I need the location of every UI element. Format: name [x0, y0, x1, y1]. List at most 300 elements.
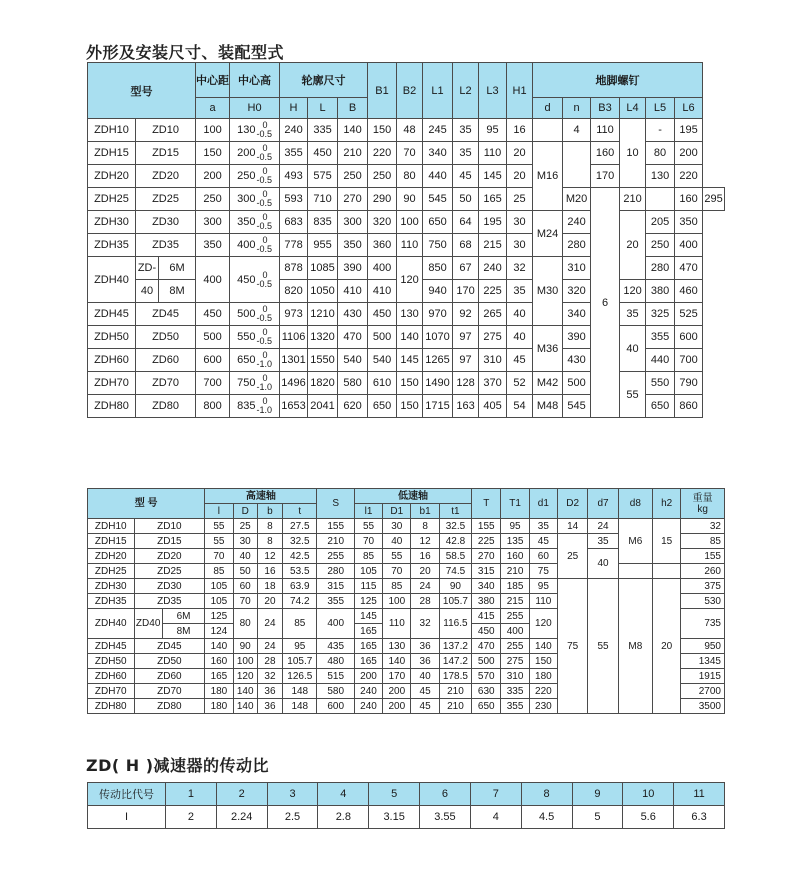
cell-t: 42.5: [283, 549, 317, 564]
tolerance-upper: 0: [262, 166, 268, 176]
header-l1: l1: [354, 504, 382, 519]
table-row: [88, 579, 725, 594]
tolerance-lower: -0.5: [256, 175, 272, 185]
cell-b: 36: [257, 699, 282, 714]
cell-b1: 16: [411, 549, 439, 564]
cell-T1: 135: [501, 534, 529, 549]
cell-b: 24: [257, 609, 282, 639]
cell-l: 165: [205, 669, 233, 684]
cell-T1: 255: [501, 609, 529, 624]
cell-weight: 3500: [681, 699, 725, 714]
cell-L1: 1070: [423, 326, 453, 349]
cell-H1: 20: [507, 165, 533, 188]
cell-L3: 275: [479, 326, 507, 349]
header-L1: L1: [423, 63, 453, 119]
cell-d: M20: [563, 188, 591, 211]
cell-S: 435: [317, 639, 354, 654]
cell-l1: 55: [354, 519, 382, 534]
model-zdh: ZDH45: [88, 303, 136, 326]
tolerance-lower: -1.0: [256, 405, 272, 415]
cell-weight: 530: [681, 594, 725, 609]
cell-b: 8: [257, 534, 282, 549]
center-distance: 600: [196, 349, 230, 372]
model-zd: ZD10: [136, 119, 196, 142]
model-zd-prefix: ZD-: [136, 257, 159, 280]
cell-B: 580: [338, 372, 368, 395]
cell-H: 1496: [280, 372, 308, 395]
header-H: H: [280, 98, 308, 119]
cell-B: 540: [338, 349, 368, 372]
cell-B2: 150: [397, 372, 423, 395]
tolerance-upper: 0: [262, 396, 268, 406]
cell-B1: 500: [368, 326, 397, 349]
cell-L1: 440: [423, 165, 453, 188]
cell-D: 40: [233, 549, 257, 564]
cell-d1: 35: [529, 519, 557, 534]
cell-B: 620: [338, 395, 368, 418]
h0-value: 835: [237, 399, 256, 412]
cell-L5: 550: [646, 372, 675, 395]
cell-B2: 48: [397, 119, 423, 142]
shaft-table: [87, 488, 725, 714]
cell-b1: 45: [411, 699, 439, 714]
cell-T1: 355: [501, 699, 529, 714]
cell-L2: 50: [453, 188, 479, 211]
cell-d1: 150: [529, 654, 557, 669]
cell-d7: 35: [588, 534, 618, 549]
header-n: n: [563, 98, 591, 119]
cell-T: 500: [472, 654, 501, 669]
cell-B2: 90: [397, 188, 423, 211]
cell-d1: 45: [529, 534, 557, 549]
cell-L2: 35: [453, 142, 479, 165]
cell-L1: 750: [423, 234, 453, 257]
tolerance-lower: -0.5: [256, 152, 272, 162]
model-zd: ZD80: [136, 395, 196, 418]
cell-L6: 525: [675, 303, 703, 326]
cell-d1: 75: [529, 564, 557, 579]
cell-L6: 860: [675, 395, 703, 418]
cell-l1: 165: [354, 624, 382, 639]
cell-D1: 140: [383, 654, 411, 669]
cell-n: 6: [591, 188, 620, 418]
cell-b: 12: [257, 549, 282, 564]
cell-L: 450: [308, 142, 338, 165]
cell-d1: 180: [529, 669, 557, 684]
cell-l: 180: [205, 699, 233, 714]
cell-B: 140: [338, 119, 368, 142]
cell-T1: 255: [501, 639, 529, 654]
center-distance: 800: [196, 395, 230, 418]
center-distance: 700: [196, 372, 230, 395]
cell-B: 410: [338, 280, 368, 303]
table-row: [88, 211, 725, 234]
tolerance: [256, 121, 272, 139]
cell-B3: 310: [563, 257, 591, 280]
cell-B3: 430: [563, 349, 591, 372]
cell-L: 575: [308, 165, 338, 188]
cell-L2: 163: [453, 395, 479, 418]
model-zd: ZD35: [134, 594, 205, 609]
cell-T: 340: [472, 579, 501, 594]
center-distance: 200: [196, 165, 230, 188]
model-zdh: ZDH10: [88, 519, 135, 534]
h0-cell: [230, 142, 280, 165]
cell-l: 105: [205, 594, 233, 609]
cell-l: 55: [205, 534, 233, 549]
tolerance-lower: -0.5: [256, 221, 272, 231]
h0-value: 750: [237, 376, 256, 389]
model-zd: ZD60: [134, 669, 205, 684]
cell-t1: 178.5: [439, 669, 471, 684]
cell-B2: 70: [397, 142, 423, 165]
cell-b: 36: [257, 684, 282, 699]
cell-L2: 35: [453, 119, 479, 142]
model-zd: ZD80: [134, 699, 205, 714]
cell-weight: 32: [681, 519, 725, 534]
cell-weight: 375: [681, 579, 725, 594]
cell-l: 85: [205, 564, 233, 579]
model-zd: ZD50: [134, 654, 205, 669]
model-zdh: ZDH50: [88, 326, 136, 349]
cell-h2: 15: [653, 519, 681, 564]
header-L3: L3: [479, 63, 507, 119]
ratio-value: 6.3: [674, 806, 725, 829]
model-zdh: ZDH15: [88, 142, 136, 165]
cell-B2: 110: [397, 234, 423, 257]
header-L2: L2: [453, 63, 479, 119]
header-low-speed-shaft: 低速轴: [354, 489, 471, 504]
cell-B2: 150: [397, 395, 423, 418]
model-zdh: ZDH20: [88, 165, 136, 188]
header-bolt: 地脚螺钉: [533, 63, 703, 98]
cell-t: 53.5: [283, 564, 317, 579]
cell-D1: 200: [383, 699, 411, 714]
cell-L4-empty: [646, 188, 675, 211]
cell-L: 1050: [308, 280, 338, 303]
header-l: l: [205, 504, 233, 519]
cell-L: 835: [308, 211, 338, 234]
model-zdh: ZDH15: [88, 534, 135, 549]
ratio-value: 2: [166, 806, 217, 829]
tolerance-upper: 0: [262, 373, 268, 383]
cell-l: 105: [205, 579, 233, 594]
cell-B: 250: [338, 165, 368, 188]
tolerance-upper: 0: [262, 327, 268, 337]
cell-B3: 320: [563, 280, 591, 303]
center-distance: 150: [196, 142, 230, 165]
dimensions-table: [87, 62, 725, 418]
header-L4: L4: [620, 98, 646, 119]
header-L6: L6: [675, 98, 703, 119]
cell-d1: 220: [529, 684, 557, 699]
h0-value: 200: [237, 146, 256, 159]
cell-B1: 450: [368, 303, 397, 326]
cell-B: 350: [338, 234, 368, 257]
cell-L1: 650: [423, 211, 453, 234]
cell-L6: 460: [675, 280, 703, 303]
header-T: T: [472, 489, 501, 519]
header-D2: D2: [558, 489, 588, 519]
cell-S: 580: [317, 684, 354, 699]
cell-B3: 280: [563, 234, 591, 257]
cell-l1: 240: [354, 699, 382, 714]
tolerance: [256, 374, 272, 392]
header-S: S: [317, 489, 354, 519]
model-zdh: ZDH25: [88, 564, 135, 579]
tolerance-lower: -0.5: [256, 336, 272, 346]
h0-value: 500: [237, 307, 256, 320]
cell-b: 18: [257, 579, 282, 594]
model-zd-suffix: 40: [136, 280, 159, 303]
cell-L2: 170: [453, 280, 479, 303]
cell-L: 335: [308, 119, 338, 142]
cell-B3: 500: [563, 372, 591, 395]
cell-B3: 545: [563, 395, 591, 418]
cell-d8: M6: [618, 519, 652, 564]
cell-n: 4: [563, 119, 591, 142]
tolerance-upper: 0: [262, 143, 268, 153]
model-zd: ZD25: [134, 564, 205, 579]
cell-t1: 74.5: [439, 564, 471, 579]
cell-L3: 265: [479, 303, 507, 326]
table-row: [88, 372, 725, 395]
cell-h2: 20: [653, 579, 681, 714]
model-zdh: ZDH70: [88, 372, 136, 395]
cell-H1: 30: [507, 211, 533, 234]
center-distance: 450: [196, 303, 230, 326]
cell-T1: 400: [501, 624, 529, 639]
table-row: [88, 564, 725, 579]
cell-L3: 215: [479, 234, 507, 257]
cell-L: 1320: [308, 326, 338, 349]
tolerance-upper: 0: [262, 304, 268, 314]
cell-B: 430: [338, 303, 368, 326]
ratio-code: 11: [674, 783, 725, 806]
tolerance: [256, 167, 272, 185]
cell-l1: 85: [354, 549, 382, 564]
cell-D: 50: [233, 564, 257, 579]
cell-l: 180: [205, 684, 233, 699]
cell-L2: 45: [453, 165, 479, 188]
cell-L3: 405: [479, 395, 507, 418]
cell-b: 32: [257, 669, 282, 684]
cell-D: 90: [233, 639, 257, 654]
cell-L3: 95: [479, 119, 507, 142]
cell-L3: 225: [479, 280, 507, 303]
cell-D1: 70: [383, 564, 411, 579]
header-center-height: 中心高: [230, 63, 280, 98]
cell-b1: 32: [411, 609, 439, 639]
cell-T1: 160: [501, 549, 529, 564]
cell-d-empty: [533, 119, 563, 142]
h0-cell: [230, 349, 280, 372]
cell-D1: 40: [383, 534, 411, 549]
cell-t: 32.5: [283, 534, 317, 549]
cell-L: 1210: [308, 303, 338, 326]
cell-t1: 58.5: [439, 549, 471, 564]
h0-cell: [230, 188, 280, 211]
cell-L1: 245: [423, 119, 453, 142]
ratio-code-label: 传动比代号: [88, 783, 166, 806]
h0-cell: [230, 372, 280, 395]
cell-L5: 160: [675, 188, 703, 211]
cell-L1: 970: [423, 303, 453, 326]
cell-L3: 110: [479, 142, 507, 165]
cell-d1: 230: [529, 699, 557, 714]
cell-L: 1550: [308, 349, 338, 372]
cell-t1: 90: [439, 579, 471, 594]
table-row: [88, 326, 725, 349]
cell-T: 225: [472, 534, 501, 549]
cell-T: 450: [472, 624, 501, 639]
cell-T1: 215: [501, 594, 529, 609]
cell-H: 493: [280, 165, 308, 188]
cell-H1: 35: [507, 280, 533, 303]
cell-weight: 260: [681, 564, 725, 579]
model-zdh: ZDH10: [88, 119, 136, 142]
cell-L6: 220: [675, 165, 703, 188]
cell-b: 8: [257, 519, 282, 534]
cell-T1: 310: [501, 669, 529, 684]
model-zdh: ZDH80: [88, 699, 135, 714]
h0-value: 650: [237, 353, 256, 366]
center-distance: 300: [196, 211, 230, 234]
cell-L4: 55: [620, 372, 646, 418]
cell-d1: 110: [529, 594, 557, 609]
tolerance-lower: -0.5: [256, 313, 272, 323]
model-zd: ZD10: [134, 519, 205, 534]
cell-B3: 340: [563, 303, 591, 326]
cell-L6: 600: [675, 326, 703, 349]
center-distance: 500: [196, 326, 230, 349]
cell-l1: 115: [354, 579, 382, 594]
cell-H1: 40: [507, 326, 533, 349]
header-outline: 轮廓尺寸: [280, 63, 368, 98]
cell-d1: 95: [529, 579, 557, 594]
tolerance-lower: -0.5: [256, 198, 272, 208]
variant-8m: 8M: [162, 624, 204, 639]
model-zdh: ZDH80: [88, 395, 136, 418]
header-B2: B2: [397, 63, 423, 119]
cell-weight: 1915: [681, 669, 725, 684]
cell-d7: 24: [588, 519, 618, 534]
cell-H1: 20: [507, 142, 533, 165]
model-zdh: ZDH30: [88, 211, 136, 234]
cell-H1: 16: [507, 119, 533, 142]
cell-D1: 170: [383, 669, 411, 684]
cell-H: 683: [280, 211, 308, 234]
cell-D: 80: [233, 609, 257, 639]
header-d: d: [533, 98, 563, 119]
variant-6m: 6M: [159, 257, 196, 280]
header-B: B: [338, 98, 368, 119]
cell-d: M16: [533, 142, 563, 211]
header-d8: d8: [618, 489, 652, 519]
table-row: [88, 303, 725, 326]
tolerance-upper: 0: [262, 235, 268, 245]
cell-L2: 97: [453, 326, 479, 349]
cell-t1: 32.5: [439, 519, 471, 534]
model-zdh: ZDH25: [88, 188, 136, 211]
cell-T: 470: [472, 639, 501, 654]
model-zd: ZD15: [136, 142, 196, 165]
cell-t: 63.9: [283, 579, 317, 594]
tolerance-upper: 0: [262, 189, 268, 199]
cell-B3: 110: [591, 119, 620, 142]
cell-B2: 100: [397, 211, 423, 234]
cell-l1: 70: [354, 534, 382, 549]
ratio-value: 3.15: [369, 806, 420, 829]
model-zdh: ZDH40: [88, 257, 136, 303]
cell-T: 380: [472, 594, 501, 609]
cell-D: 25: [233, 519, 257, 534]
cell-L3: 370: [479, 372, 507, 395]
cell-L3: 240: [479, 257, 507, 280]
cell-H1: 30: [507, 234, 533, 257]
tolerance-lower: -1.0: [256, 359, 272, 369]
model-zdh: ZDH30: [88, 579, 135, 594]
cell-T: 570: [472, 669, 501, 684]
cell-t1: 116.5: [439, 609, 471, 639]
cell-D: 140: [233, 684, 257, 699]
cell-t: 148: [283, 699, 317, 714]
tolerance-upper: 0: [262, 350, 268, 360]
cell-D1: 130: [383, 639, 411, 654]
tolerance-lower: -0.5: [256, 278, 272, 289]
cell-t1: 210: [439, 684, 471, 699]
cell-B2: 140: [397, 326, 423, 349]
cell-d1: 120: [529, 609, 557, 639]
cell-d: M24: [533, 211, 563, 257]
model-zdh: ZDH45: [88, 639, 135, 654]
ratio-value: 5: [572, 806, 623, 829]
cell-T1: 335: [501, 684, 529, 699]
header-B3: B3: [591, 98, 620, 119]
cell-B: 300: [338, 211, 368, 234]
cell-L4: 120: [620, 280, 646, 303]
cell-L1: 940: [423, 280, 453, 303]
model-zd: ZD50: [136, 326, 196, 349]
header-L: L: [308, 98, 338, 119]
cell-weight: 2700: [681, 684, 725, 699]
table-row: [88, 119, 725, 142]
cell-D: 100: [233, 654, 257, 669]
tolerance-upper: 0: [262, 120, 268, 130]
model-zdh: ZDH60: [88, 669, 135, 684]
ratio-code: 6: [420, 783, 471, 806]
cell-B3: 390: [563, 326, 591, 349]
cell-b1: 12: [411, 534, 439, 549]
cell-L5: 650: [646, 395, 675, 418]
cell-L: 710: [308, 188, 338, 211]
cell-l1: 145: [354, 609, 382, 624]
header-model: 型号: [88, 63, 196, 119]
tolerance-lower: -0.5: [256, 244, 272, 254]
cell-D1: 85: [383, 579, 411, 594]
cell-B2: 80: [397, 165, 423, 188]
cell-T: 270: [472, 549, 501, 564]
tolerance-lower: -0.5: [256, 129, 272, 139]
cell-H: 355: [280, 142, 308, 165]
cell-S: 155: [317, 519, 354, 534]
cell-B3: 210: [620, 188, 646, 211]
cell-T: 415: [472, 609, 501, 624]
cell-S: 480: [317, 654, 354, 669]
tolerance: [256, 271, 272, 289]
model-zd: ZD30: [136, 211, 196, 234]
cell-d7: 55: [588, 579, 618, 714]
